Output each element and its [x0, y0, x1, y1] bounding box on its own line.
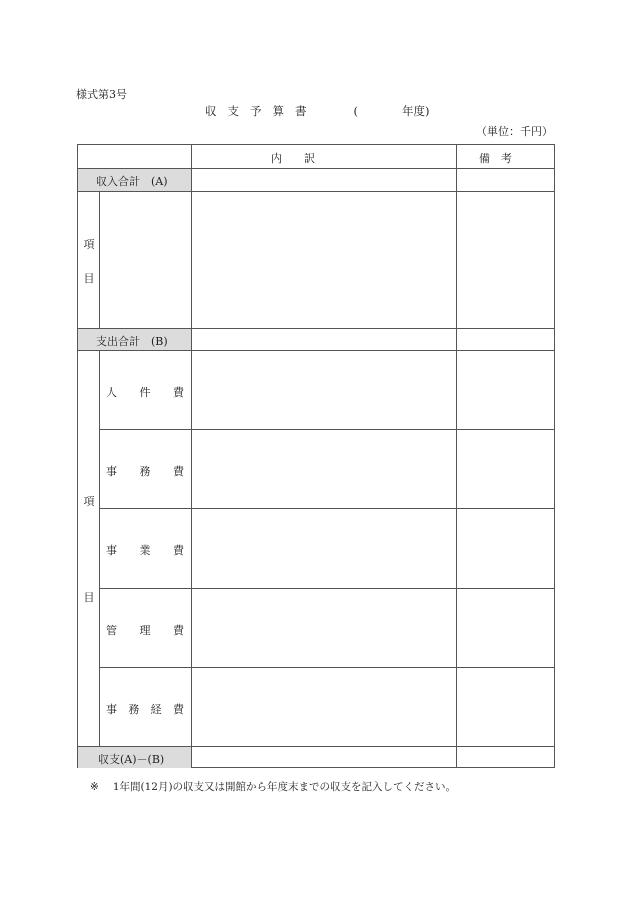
- footnote-text: 1年間(12月)の収支又は開館から年度末までの収支を記入してください。: [112, 781, 457, 793]
- row-line-expense-3: [99, 588, 554, 589]
- expense-item-char: 理: [139, 624, 151, 637]
- expense-item-management: [106, 622, 184, 638]
- row-line-income-items: [78, 328, 554, 329]
- title-year-label: 年度): [402, 104, 430, 118]
- row-line-expense-1: [99, 429, 554, 430]
- income-item-label-2: 目: [83, 272, 95, 285]
- expense-item-char: 務: [139, 465, 151, 478]
- column-header-breakdown: 内 訳: [271, 152, 315, 165]
- row-line-expense-items: [78, 746, 554, 747]
- expense-item-project: [106, 542, 184, 558]
- expense-item-char: 費: [173, 624, 184, 637]
- row-line-header: [78, 168, 554, 169]
- budget-table: [77, 144, 555, 768]
- unit-label: （単位：千円）: [476, 125, 553, 138]
- income-item-label-1: 項: [83, 238, 95, 251]
- form-number: 様式第3号: [76, 88, 127, 101]
- expense-total-label: 支出合計 (B): [96, 335, 168, 348]
- expense-item-label-1: 項: [83, 495, 95, 508]
- col-line-2: [456, 145, 457, 767]
- expense-item-char: 業: [139, 544, 151, 557]
- expense-item-char: 費: [172, 703, 184, 716]
- balance-label: 収支(A)－(B): [98, 753, 165, 766]
- expense-item-char: 事: [106, 703, 117, 716]
- expense-item-char: 経: [150, 703, 162, 716]
- expense-item-char: 費: [173, 465, 184, 478]
- income-total-label: 収入合計 (A): [96, 175, 168, 188]
- expense-sub-line: [99, 350, 100, 746]
- expense-item-office: [106, 463, 184, 479]
- footnote: [90, 779, 456, 794]
- footnote-mark: ※: [90, 781, 99, 793]
- expense-item-char: 事: [106, 465, 117, 478]
- expense-item-label-2: 目: [83, 591, 95, 604]
- expense-item-char: 費: [173, 386, 184, 399]
- expense-item-char: 費: [173, 544, 184, 557]
- row-line-income-total: [78, 191, 554, 192]
- row-line-expense-2: [99, 508, 554, 509]
- expense-item-char: 管: [106, 624, 117, 637]
- document-title-row: [205, 103, 430, 119]
- row-line-expense-total: [78, 350, 554, 351]
- expense-item-char: 事: [106, 544, 117, 557]
- row-line-expense-4: [99, 667, 554, 668]
- col-line-1: [191, 145, 192, 767]
- expense-item-office-expenses: [106, 701, 184, 717]
- expense-item-char: 人: [106, 386, 117, 399]
- expense-item-char: 件: [139, 386, 151, 399]
- document-title: 収支予算書: [205, 104, 318, 118]
- expense-item-personnel: [106, 384, 184, 400]
- title-paren-open: (: [353, 104, 358, 118]
- column-header-remarks: 備 考: [479, 152, 512, 165]
- income-sub-line: [99, 191, 100, 328]
- expense-item-char: 務: [128, 703, 140, 716]
